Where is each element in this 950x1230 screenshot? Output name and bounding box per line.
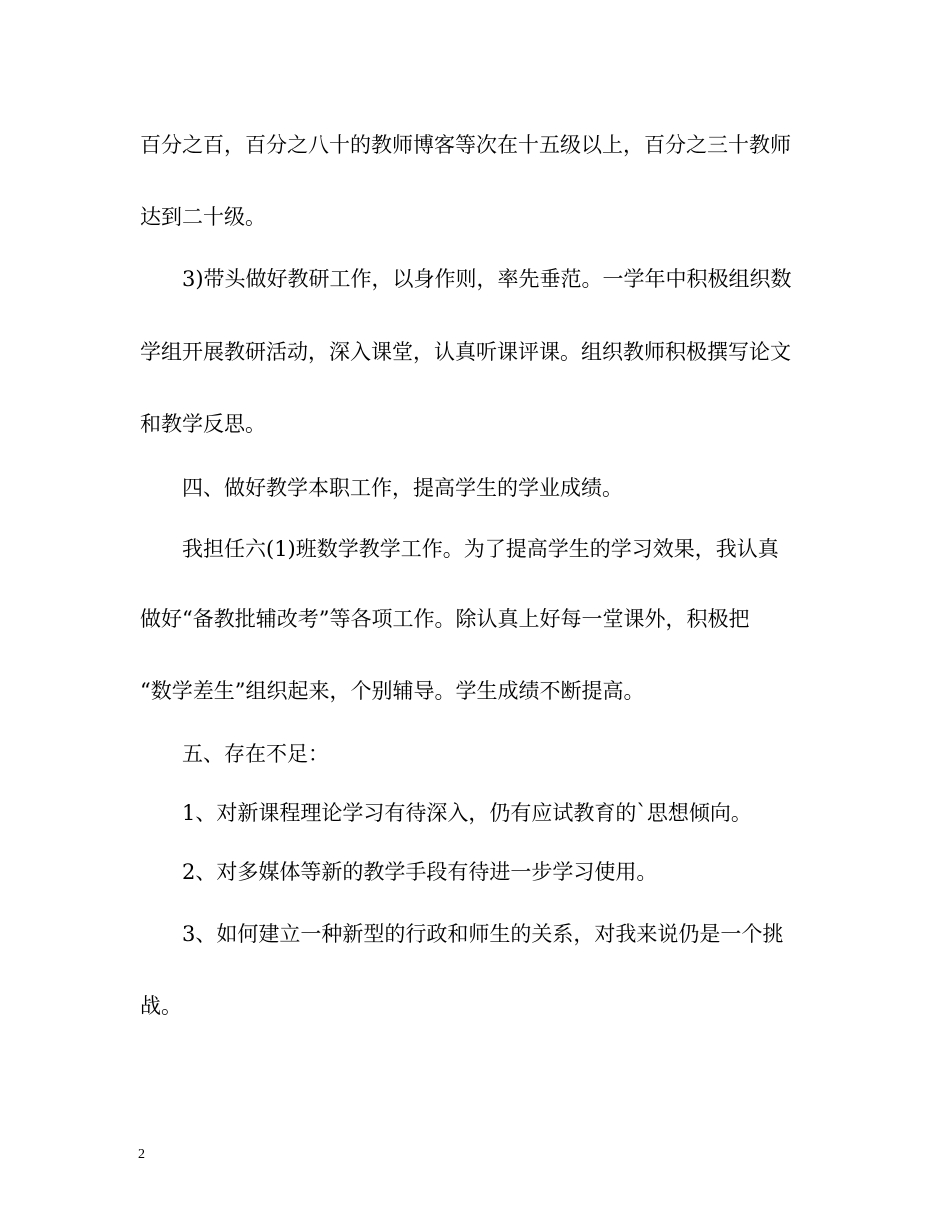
paragraph-line: 学组开展教研活动，深入课堂，认真听课评课。组织教师积极撰写论文 [140,340,791,364]
section-heading: 五、存在不足： [182,742,329,766]
list-item: 3、如何建立一种新型的行政和师生的关系，对我来说仍是一个挑 [182,922,784,946]
paragraph-line: “数学差生”组织起来，个别辅导。学生成绩不断提高。 [140,679,645,703]
list-item: 1、对新课程理论学习有待深入，仍有应试教育的`思想倾向。 [182,801,752,825]
paragraph-line: 和教学反思。 [140,412,266,436]
paragraph-line: 做好“备教批辅改考”等各项工作。除认真上好每一堂课外，积极把 [140,607,750,631]
paragraph-line: 百分之百，百分之八十的教师博客等次在十五级以上，百分之三十教师 [140,133,791,157]
paragraph-line: 我担任六(1)班数学教学工作。为了提高学生的学习效果，我认真 [182,537,779,561]
page-number: 2 [138,1147,145,1162]
paragraph-line: 达到二十级。 [140,205,266,229]
section-heading: 四、做好教学本职工作，提高学生的学业成绩。 [182,476,623,500]
list-item: 2、对多媒体等新的教学手段有待进一步学习使用。 [182,860,658,884]
list-item-continuation: 战。 [140,994,182,1018]
paragraph-line: 3)带头做好教研工作，以身作则，率先垂范。一学年中积极组织数 [182,267,792,291]
